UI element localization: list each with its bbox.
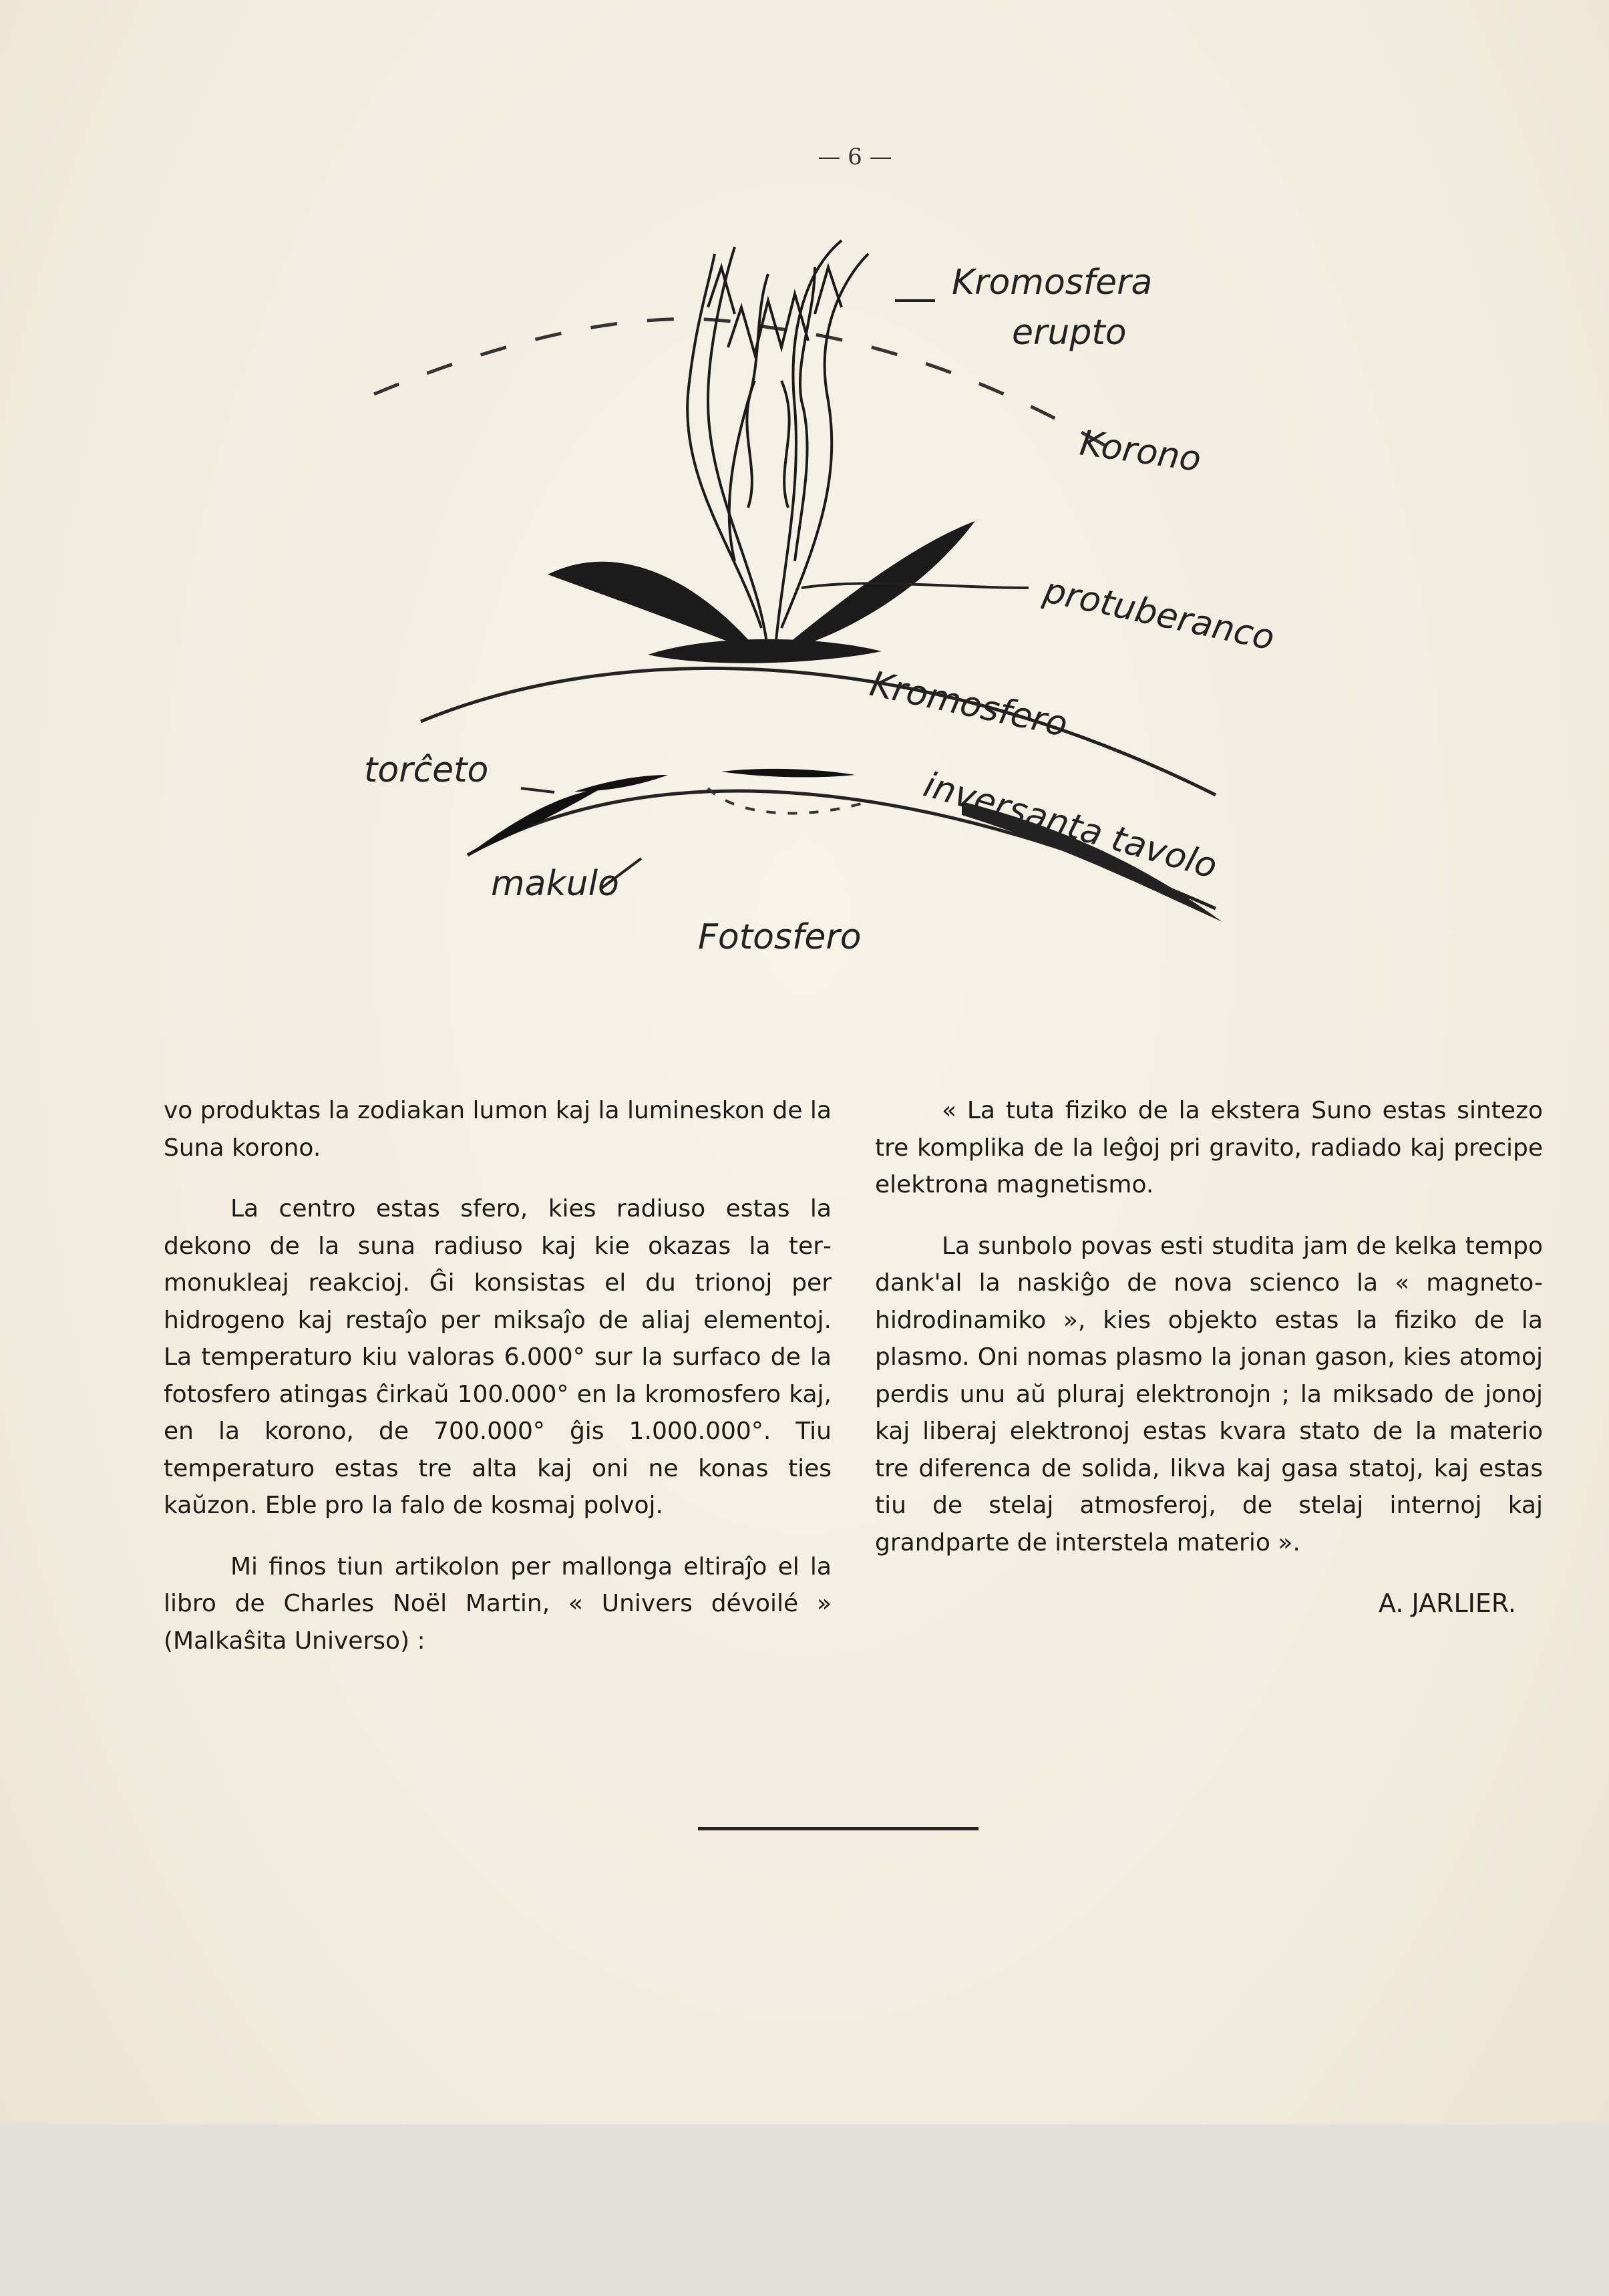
leader-protuberanco bbox=[801, 583, 1029, 588]
article-left-column bbox=[164, 1092, 832, 1683]
torch-mark bbox=[574, 775, 668, 792]
sunspot-mark bbox=[468, 788, 601, 855]
paragraph-left-2: La centro estas sfero, kies radiuso estas la dekono de la suna radiuso kaj kie okazas la termonukleaj reakcioj. Ĝi konsistas el du trionoj per hidrogeno kaj restaĵo per miksaĵo de aliaj elementoj. La temperaturo kiu valoras 6.000° sur la surfaco de la fotosfero atingas ĉirkaŭ 100.000° en la kromosfero kaj, en la korono, de 700.000° ĝis 1.000.000°. Tiu temperaturo estas tre alta kaj oni ne konas ties kaŭzon. Eble pro la falo de kosmaj polvoj. bbox=[164, 1195, 832, 1519]
sun-structure-diagram bbox=[334, 227, 1336, 982]
end-rule bbox=[698, 1827, 978, 1830]
leader-torceto bbox=[521, 788, 554, 792]
label-torceto: torĉeto bbox=[364, 750, 489, 790]
paragraph-right-1: « La tuta fiziko de la ekstera Suno estas sintezo tre komplika de la leĝoj pri gravito, radiado kaj precipe elektrona magnetismo. bbox=[875, 1097, 1543, 1198]
label-kromosfero: Kromosfero bbox=[866, 664, 1071, 746]
label-erupto: erupto bbox=[1012, 313, 1127, 353]
paragraph-left-3: Mi finos tiun artikolon per mallonga eltiraĵo el la libro de Charles Noël Martin, « Univers dévoilé » (Malkaŝita Universo) : bbox=[164, 1552, 832, 1655]
label-kromosfera: Kromosfera bbox=[952, 263, 1153, 303]
page-number: — 6 — bbox=[818, 144, 892, 170]
scan-bottom-edge bbox=[0, 2124, 1609, 2296]
author-signature: A. JARLIER. bbox=[1379, 1589, 1516, 1618]
photosphere-dark-segment bbox=[721, 769, 855, 778]
sun-structure-sketch bbox=[334, 227, 1336, 982]
eruption-flame bbox=[687, 240, 868, 655]
article-right-column bbox=[875, 1092, 1543, 1623]
label-korono: Korono bbox=[1077, 423, 1204, 480]
paragraph-right-2: La sunbolo povas esti studita jam de kelka tempo dank'al la naskiĝo de nova scienco la « magneto-hidrodinamiko », kies objekto estas la fiziko de la plasmo. Oni nomas plasmo la jonan gason, kies atomoj perdis unu aŭ pluraj elektronojn ; la miksado de jonoj kaj liberaj elektronoj estas kvara stato de la materio tre diferenca de solida, likva kaj gasa statoj, kaj estas tiu de stelaj atmosferoj, de stelaj internoj kaj grandparte de interstela materio ». bbox=[875, 1232, 1543, 1556]
label-protuberanco: protuberanco bbox=[1040, 570, 1278, 659]
paragraph-left-1: vo produktas la zodiakan lumon kaj la lumineskon de la Suna korono. bbox=[164, 1097, 832, 1162]
label-inversanta-tavolo: inversanta tavolo bbox=[919, 764, 1222, 887]
prominence-base bbox=[648, 639, 882, 663]
label-makulo: makulo bbox=[491, 864, 619, 904]
label-fotosfero: Fotosfero bbox=[698, 917, 862, 957]
